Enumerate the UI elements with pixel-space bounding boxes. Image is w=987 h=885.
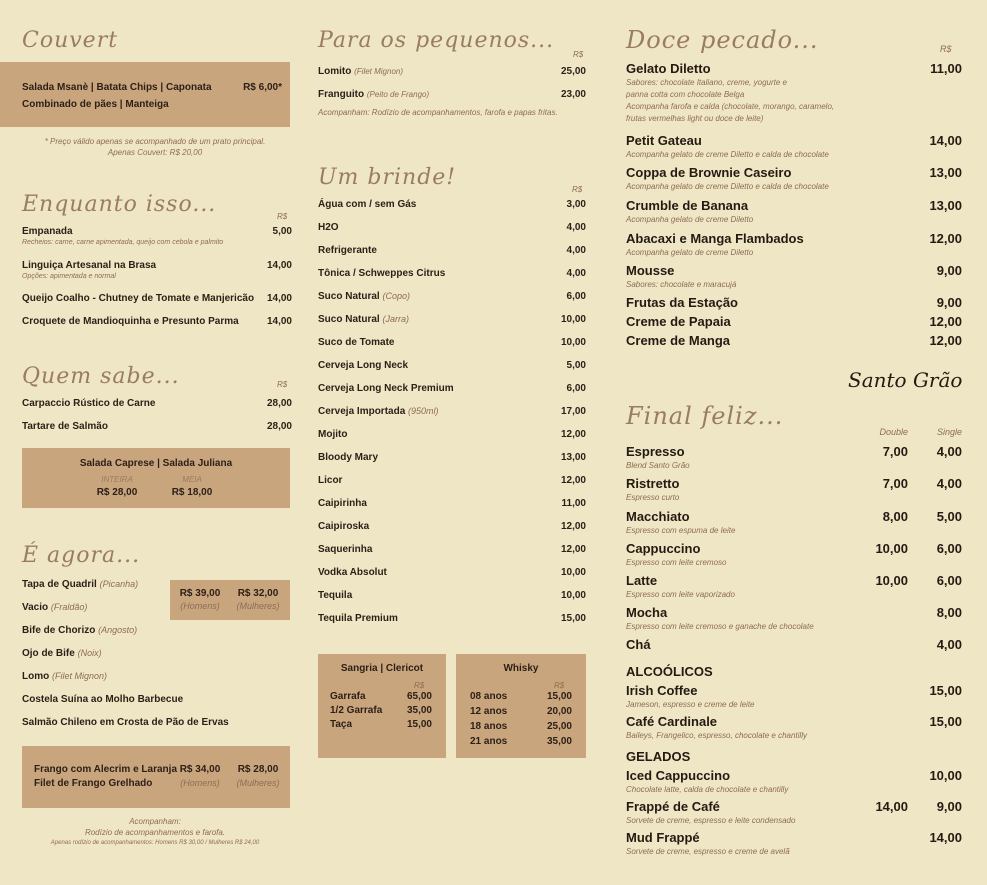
whisky-price-1: 15,00 (546, 691, 572, 702)
enquanto-price-2: 14,00 (266, 260, 292, 271)
pequenos-price-1: 25,00 (560, 66, 586, 77)
doce-price-3: 13,00 (929, 165, 962, 180)
whisky-price-3: 25,00 (546, 721, 572, 732)
doce-price-5: 12,00 (929, 231, 962, 246)
whisky-price-2: 20,00 (546, 706, 572, 717)
gelados-item-2: Frappé de Café (626, 799, 720, 814)
doce-sub-1-1: Sabores: chocolate Italiano, creme, yogurte e (626, 78, 787, 87)
final-item-5: Latte (626, 573, 658, 588)
frango-label2: (Mulheres) (236, 778, 280, 788)
agora-foot3: Apenas rodízio de acompanhamentos: Homens R$ 30,00 / Mulheres R$ 24,00 (50, 840, 260, 846)
col-double: Double (879, 427, 908, 437)
santo-grao-logo: Santo Grão (848, 368, 963, 392)
agora-item-3: Bife de Chorizo (Angosto) (22, 625, 138, 636)
quem-item-2: Tartare de Salmão (22, 421, 108, 432)
frango-price2: R$ 28,00 (237, 764, 279, 775)
doce-price-8: 12,00 (929, 314, 962, 329)
doce-item-3: Coppa de Brownie Caseiro (626, 165, 792, 180)
enquanto-item-1: Empanada (22, 226, 73, 237)
enquanto-item-2: Linguiça Artesanal na Brasa (22, 260, 157, 271)
agora-item-5: Lomo (Filet Mignon) (22, 671, 108, 682)
alcoolicos-item-1: Irish Coffee (626, 683, 698, 698)
doce-sub-6-1: Sabores: chocolate e maracujá (626, 280, 737, 289)
doce-sub-1-2: panna cotta com chocolate Belga (626, 90, 745, 99)
final-double-5: 10,00 (875, 573, 908, 588)
pequenos-foot: Acompanham: Rodízio de acompanhamentos, farofa e papas fritas. (318, 108, 558, 117)
couvert-note2: Apenas Couvert: R$ 20,00 (107, 148, 203, 157)
brinde-item-11: Mojito (318, 429, 348, 440)
agora-item-1: Tapa de Quadril (Picanha) (22, 579, 139, 590)
doce-price-6: 9,00 (936, 263, 962, 278)
salada-label-inteira: INTEIRA (101, 475, 133, 484)
enquanto-rs: R$ (277, 212, 288, 221)
gelados-sub-2: Sorvete de creme, espresso e leite condensado (626, 816, 796, 825)
gelados-item-3: Mud Frappé (626, 830, 700, 845)
couvert-title: Couvert (22, 28, 119, 53)
whisky-row-1: 08 anos (470, 691, 508, 702)
final-double-1: 7,00 (882, 444, 908, 459)
enquanto-sub-2: Opções: apimentada e normal (22, 273, 116, 280)
sangria-row-3: Taça (330, 719, 353, 730)
pequenos-title: Para os pequenos... (318, 28, 555, 53)
brinde-price-8: 5,00 (566, 360, 586, 371)
brinde-item-16: Saquerinha (318, 544, 373, 555)
whisky-rs: R$ (554, 681, 565, 690)
final-title: Final feliz... (626, 402, 784, 430)
whisky-row-3: 18 anos (470, 721, 508, 732)
enquanto-price-3: 14,00 (266, 293, 292, 304)
whisky-box (456, 654, 586, 758)
gelados-single-3: 14,00 (929, 830, 962, 845)
doce-price-9: 12,00 (929, 333, 962, 348)
pequenos-item-2: Franguito (Peito de Frango) (318, 89, 430, 100)
gelados-single-2: 9,00 (936, 799, 962, 814)
couvert-price: R$ 6,00* (243, 82, 282, 93)
final-single-1: 4,00 (936, 444, 962, 459)
doce-price-2: 14,00 (929, 133, 962, 148)
gelados-sub-3: Sorvete de creme, espresso e creme de avelã (626, 847, 790, 856)
final-sub-5: Espresso com leite vaporizado (626, 590, 735, 599)
brinde-price-17: 10,00 (560, 567, 586, 578)
doce-sub-1-4: frutas vermelhas light ou doce de leite) (626, 114, 764, 123)
salada-title: Salada Caprese | Salada Juliana (79, 458, 233, 469)
final-sub-6: Espresso com leite cremoso e ganache de chocolate (626, 622, 814, 631)
doce-item-4: Crumble de Banana (626, 198, 749, 213)
brinde-item-1: Água com / sem Gás (318, 199, 417, 210)
final-sub-1: Blend Santo Grão (626, 461, 690, 470)
doce-price-1: 11,00 (930, 61, 962, 76)
whisky-title: Whisky (503, 663, 539, 674)
sangria-price-2: 35,00 (406, 705, 432, 716)
salada-label-meia: MEIA (182, 475, 202, 484)
brinde-item-6: Suco Natural (Jarra) (318, 314, 409, 325)
doce-sub-5-1: Acompanha gelato de creme Diletto (626, 248, 754, 257)
brinde-title: Um brinde! (318, 165, 457, 190)
doce-title: Doce pecado... (626, 26, 819, 54)
doce-item-5: Abacaxi e Manga Flambados (626, 231, 804, 246)
agora-box1-price1: R$ 39,00 (179, 588, 221, 599)
sangria-price-1: 65,00 (406, 691, 432, 702)
final-single-7: 4,00 (936, 637, 962, 652)
enquanto-item-4: Croquete de Mandioquinha e Presunto Parma (22, 316, 239, 327)
brinde-price-9: 6,00 (566, 383, 586, 394)
alcoolicos-sub-2: Baileys, Frangelico, espresso, chocolate e chantilly (626, 731, 807, 740)
brinde-item-8: Cerveja Long Neck (318, 360, 409, 371)
alcoolicos-sub-1: Jameson, espresso e creme de leite (626, 700, 755, 709)
whisky-price-4: 35,00 (546, 736, 572, 747)
brinde-price-6: 10,00 (560, 314, 586, 325)
brinde-item-5: Suco Natural (Copo) (318, 291, 410, 302)
brinde-price-10: 17,00 (560, 406, 586, 417)
brinde-item-19: Tequila Premium (318, 613, 398, 624)
enquanto-price-1: 5,00 (272, 226, 292, 237)
doce-price-7: 9,00 (936, 295, 962, 310)
final-sub-4: Espresso com leite cremoso (626, 558, 727, 567)
enquanto-price-4: 14,00 (266, 316, 292, 327)
final-item-2: Ristretto (626, 476, 680, 491)
brinde-item-12: Bloody Mary (318, 452, 379, 463)
brinde-item-10: Cerveja Importada (950ml) (318, 406, 439, 417)
final-sub-2: Espresso curto (626, 493, 680, 502)
quem-price-1: 28,00 (266, 398, 292, 409)
pequenos-price-2: 23,00 (560, 89, 586, 100)
sangria-price-3: 15,00 (406, 719, 432, 730)
final-item-1: Espresso (626, 444, 685, 459)
sangria-box (318, 654, 446, 758)
brinde-price-15: 12,00 (560, 521, 586, 532)
doce-sub-1-3: Acompanha farofa e calda (chocolate, morango, caramelo, (626, 102, 835, 111)
brinde-item-2: H2O (318, 222, 339, 233)
final-double-2: 7,00 (882, 476, 908, 491)
final-single-3: 5,00 (936, 509, 962, 524)
final-single-2: 4,00 (936, 476, 962, 491)
enquanto-sub-1: Recheios: carne, carne apimentada, queijo com cebola e palmito (22, 239, 224, 246)
frango-box (22, 746, 290, 808)
doce-item-2: Petit Gateau (626, 133, 702, 148)
doce-sub-4-1: Acompanha gelato de creme Diletto (626, 215, 754, 224)
gelados-double-2: 14,00 (875, 799, 908, 814)
frango-label1: (Homens) (180, 778, 220, 788)
brinde-price-2: 4,00 (566, 222, 586, 233)
frango-price1: R$ 34,00 (179, 764, 221, 775)
brinde-rs: R$ (572, 185, 583, 194)
brinde-price-11: 12,00 (560, 429, 586, 440)
quem-price-2: 28,00 (266, 421, 292, 432)
final-double-3: 8,00 (882, 509, 908, 524)
sangria-row-1: Garrafa (330, 691, 366, 702)
agora-box1-label2: (Mulheres) (236, 601, 280, 611)
brinde-item-17: Vodka Absolut (318, 567, 387, 578)
enquanto-item-3: Queijo Coalho - Chutney de Tomate e Manjericão (22, 293, 255, 304)
final-item-6: Mocha (626, 605, 668, 620)
agora-box1 (170, 580, 290, 620)
doce-item-1: Gelato Diletto (626, 61, 711, 76)
final-double-4: 10,00 (875, 541, 908, 556)
final-single-6: 8,00 (936, 605, 962, 620)
agora-foot1: Acompanham: (129, 817, 181, 826)
doce-item-9: Creme de Manga (626, 333, 731, 348)
brinde-price-5: 6,00 (566, 291, 586, 302)
doce-rs: R$ (940, 44, 952, 54)
brinde-item-4: Tônica / Schweppes Citrus (318, 268, 446, 279)
brinde-price-14: 11,00 (561, 498, 586, 509)
final-item-3: Macchiato (626, 509, 690, 524)
brinde-price-13: 12,00 (560, 475, 586, 486)
brinde-price-3: 4,00 (566, 245, 586, 256)
brinde-item-9: Cerveja Long Neck Premium (318, 383, 454, 394)
final-item-4: Cappuccino (626, 541, 701, 556)
doce-price-4: 13,00 (929, 198, 962, 213)
agora-box1-label1: (Homens) (180, 601, 220, 611)
brinde-item-3: Refrigerante (318, 245, 377, 256)
couvert-line1: Salada Msanè | Batata Chips | Caponata (22, 82, 212, 93)
pequenos-rs: R$ (573, 50, 584, 59)
col-single: Single (936, 427, 962, 437)
agora-title: É agora... (22, 543, 141, 568)
brinde-item-13: Licor (318, 475, 343, 486)
brinde-item-7: Suco de Tomate (318, 337, 395, 348)
agora-item-4: Ojo de Bife (Noix) (22, 648, 102, 659)
brinde-price-7: 10,00 (560, 337, 586, 348)
agora-item-7: Salmão Chileno em Crosta de Pão de Ervas (22, 717, 229, 728)
brinde-price-18: 10,00 (560, 590, 586, 601)
brinde-item-18: Tequila (318, 590, 353, 601)
final-single-4: 6,00 (936, 541, 962, 556)
salada-box (22, 448, 290, 508)
sangria-row-2: 1/2 Garrafa (330, 705, 383, 716)
doce-item-7: Frutas da Estação (626, 295, 738, 310)
brinde-price-4: 4,00 (566, 268, 586, 279)
quem-rs: R$ (277, 380, 288, 389)
brinde-item-15: Caipiroska (318, 521, 370, 532)
gelados-single-1: 10,00 (929, 768, 962, 783)
brinde-price-19: 15,00 (560, 613, 586, 624)
final-item-7: Chá (626, 637, 651, 652)
doce-item-6: Mousse (626, 263, 675, 278)
doce-sub-2-1: Acompanha gelato de creme Diletto e calda de chocolate (626, 150, 829, 159)
doce-item-8: Creme de Papaia (626, 314, 731, 329)
agora-foot2: Rodízio de acompanhamentos e farofa. (84, 828, 226, 837)
quem-title: Quem sabe... (22, 364, 180, 389)
agora-item-2: Vacio (Fraldão) (22, 602, 88, 613)
final-sub-3: Espresso com espuma de leite (626, 526, 736, 535)
brinde-price-12: 13,00 (560, 452, 586, 463)
doce-sub-3-1: Acompanha gelato de creme Diletto e calda de chocolate (626, 182, 829, 191)
gelados-item-1: Iced Cappuccino (626, 768, 731, 783)
alcoolicos-single-2: 15,00 (929, 714, 962, 729)
gelados-sub-1: Chocolate latte, calda de chocolate e chantilly (626, 785, 789, 794)
pequenos-item-1: Lomito (Filet Mignon) (318, 66, 404, 77)
brinde-price-16: 12,00 (560, 544, 586, 555)
sangria-title: Sangria | Clericot (340, 663, 424, 674)
brinde-item-14: Caipirinha (318, 498, 367, 509)
alcoolicos-single-1: 15,00 (929, 683, 962, 698)
whisky-row-2: 12 anos (470, 706, 508, 717)
agora-box1-price2: R$ 32,00 (237, 588, 279, 599)
whisky-row-4: 21 anos (470, 736, 508, 747)
enquanto-title: Enquanto isso... (22, 192, 217, 217)
couvert-box (0, 62, 290, 127)
gelados-heading: GELADOS (626, 749, 691, 764)
frango-item2: Filet de Frango Grelhado (34, 778, 153, 789)
alcoolicos-heading: ALCOÓLICOS (626, 664, 713, 679)
final-single-5: 6,00 (936, 573, 962, 588)
brinde-price-1: 3,00 (566, 199, 586, 210)
frango-item1: Frango com Alecrim e Laranja (34, 764, 178, 775)
agora-item-6: Costela Suína ao Molho Barbecue (22, 694, 184, 705)
quem-item-1: Carpaccio Rústico de Carne (22, 398, 156, 409)
sangria-rs: R$ (414, 681, 425, 690)
couvert-line2: Combinado de pães | Manteiga (22, 99, 169, 110)
alcoolicos-item-2: Café Cardinale (626, 714, 718, 729)
salada-price-inteira: R$ 28,00 (96, 487, 138, 498)
salada-price-meia: R$ 18,00 (171, 487, 213, 498)
couvert-note1: * Preço válido apenas se acompanhado de um prato principal. (44, 137, 266, 146)
